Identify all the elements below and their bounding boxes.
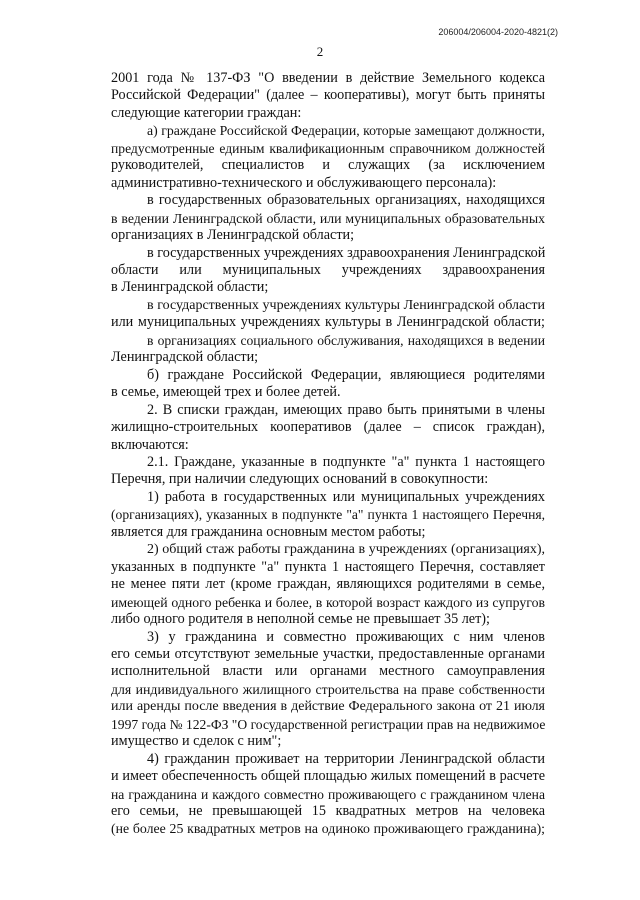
text-line: его семьи отсутствуют земельные участки, предоставленные органами bbox=[111, 645, 545, 662]
text-line: либо одного родителя в неполной семье не превышает 35 лет); bbox=[111, 611, 490, 628]
text-line: в ведении Ленинградской области, или муниципальных образовательных bbox=[111, 210, 545, 226]
text-line: 2) общий стаж работы гражданина в учреждениях (организациях), bbox=[147, 542, 545, 558]
text-line: является для гражданина основным местом работы; bbox=[111, 523, 426, 540]
text-line: (организациях), указанных в подпункте "а" пункта 1 настоящего Перечня, bbox=[111, 507, 545, 523]
text-line: в семье, имеющей трех и более детей. bbox=[111, 384, 341, 401]
text-line: исполнительной власти или органами местного самоуправления bbox=[111, 663, 545, 680]
text-line: организациях в Ленинградской области; bbox=[111, 227, 355, 244]
document-body bbox=[111, 70, 545, 838]
text-line: имеющей одного ребенка и более, в которой возраст каждого из супругов bbox=[111, 594, 545, 610]
text-line: предусмотренные единым квалификационным справочником должностей bbox=[111, 140, 545, 156]
text-line: в организациях социального обслуживания, находящихся в ведении bbox=[147, 332, 545, 348]
text-line: не менее пяти лет (кроме граждан, являющихся родителями в семье, bbox=[111, 576, 545, 593]
text-line: имущество и сделок с ним"; bbox=[111, 733, 282, 750]
document-id: 206004/206004-2020-4821(2) bbox=[438, 27, 558, 37]
text-line: а) граждане Российской Федерации, которые замещают должности, bbox=[147, 123, 545, 139]
page-number: 2 bbox=[316, 44, 324, 59]
text-line: 2001 года № 137-ФЗ "О введении в действие Земельного кодекса bbox=[111, 70, 545, 86]
text-line: следующие категории граждан: bbox=[111, 104, 302, 121]
text-line: 1) работа в государственных или муниципальных учреждениях bbox=[147, 488, 545, 505]
text-line: его семьи, не превышающей 15 квадратных метров на человека bbox=[111, 803, 545, 820]
text-line: 2. В списки граждан, имеющих право быть принятыми в члены bbox=[147, 401, 545, 418]
text-line: в Ленинградской области; bbox=[111, 279, 269, 296]
text-line: б) граждане Российской Федерации, являющиеся родителями bbox=[147, 366, 545, 383]
text-line: 4) гражданин проживает на территории Ленинградской области bbox=[147, 750, 545, 767]
text-line: области или муниципальных учреждениях здравоохранения bbox=[111, 261, 545, 278]
text-line: 2.1. Граждане, указанные в подпункте "а" пункта 1 настоящего bbox=[147, 453, 545, 470]
text-line: Ленинградской области; bbox=[111, 349, 259, 366]
text-line: или аренды после введения в действие Федерального закона от 21 июля bbox=[111, 699, 545, 715]
text-line: на гражданина и каждого совместно проживающего с гражданином члена bbox=[111, 786, 545, 802]
text-line: в государственных учреждениях здравоохранения Ленинградской bbox=[147, 244, 546, 261]
text-line: Перечня, при наличии следующих оснований в совокупности: bbox=[111, 471, 489, 488]
text-line: включаются: bbox=[111, 436, 189, 453]
text-line: административно-технического и обслуживающего персонала): bbox=[111, 174, 497, 191]
text-line: руководителей, специалистов и служащих (за исключением bbox=[111, 157, 545, 174]
text-line: для индивидуального жилищного строительства на праве собственности bbox=[111, 681, 545, 697]
text-line: (не более 25 квадратных метров на одиноко проживающего гражданина); bbox=[111, 821, 545, 837]
text-line: в государственных образовательных организациях, находящихся bbox=[147, 192, 545, 209]
text-line: жилищно-строительных кооперативов (далее – список граждан), bbox=[111, 419, 545, 436]
text-line: в государственных учреждениях культуры Ленинградской области bbox=[147, 297, 545, 313]
text-line: Российской Федерации" (далее – кооперативы), могут быть приняты bbox=[111, 87, 545, 104]
text-line: и имеет обеспеченность общей площадью жилых помещений в расчете bbox=[111, 768, 545, 785]
text-line: 3) у гражданина и совместно проживающих с ним членов bbox=[147, 628, 545, 645]
text-line: или муниципальных учреждениях культуры в Ленинградской области; bbox=[111, 314, 545, 331]
text-line: указанных в подпункте "а" пункта 1 настоящего Перечня, составляет bbox=[111, 558, 545, 575]
text-line: 1997 года № 122-ФЗ "О государственной регистрации прав на недвижимое bbox=[111, 716, 546, 732]
